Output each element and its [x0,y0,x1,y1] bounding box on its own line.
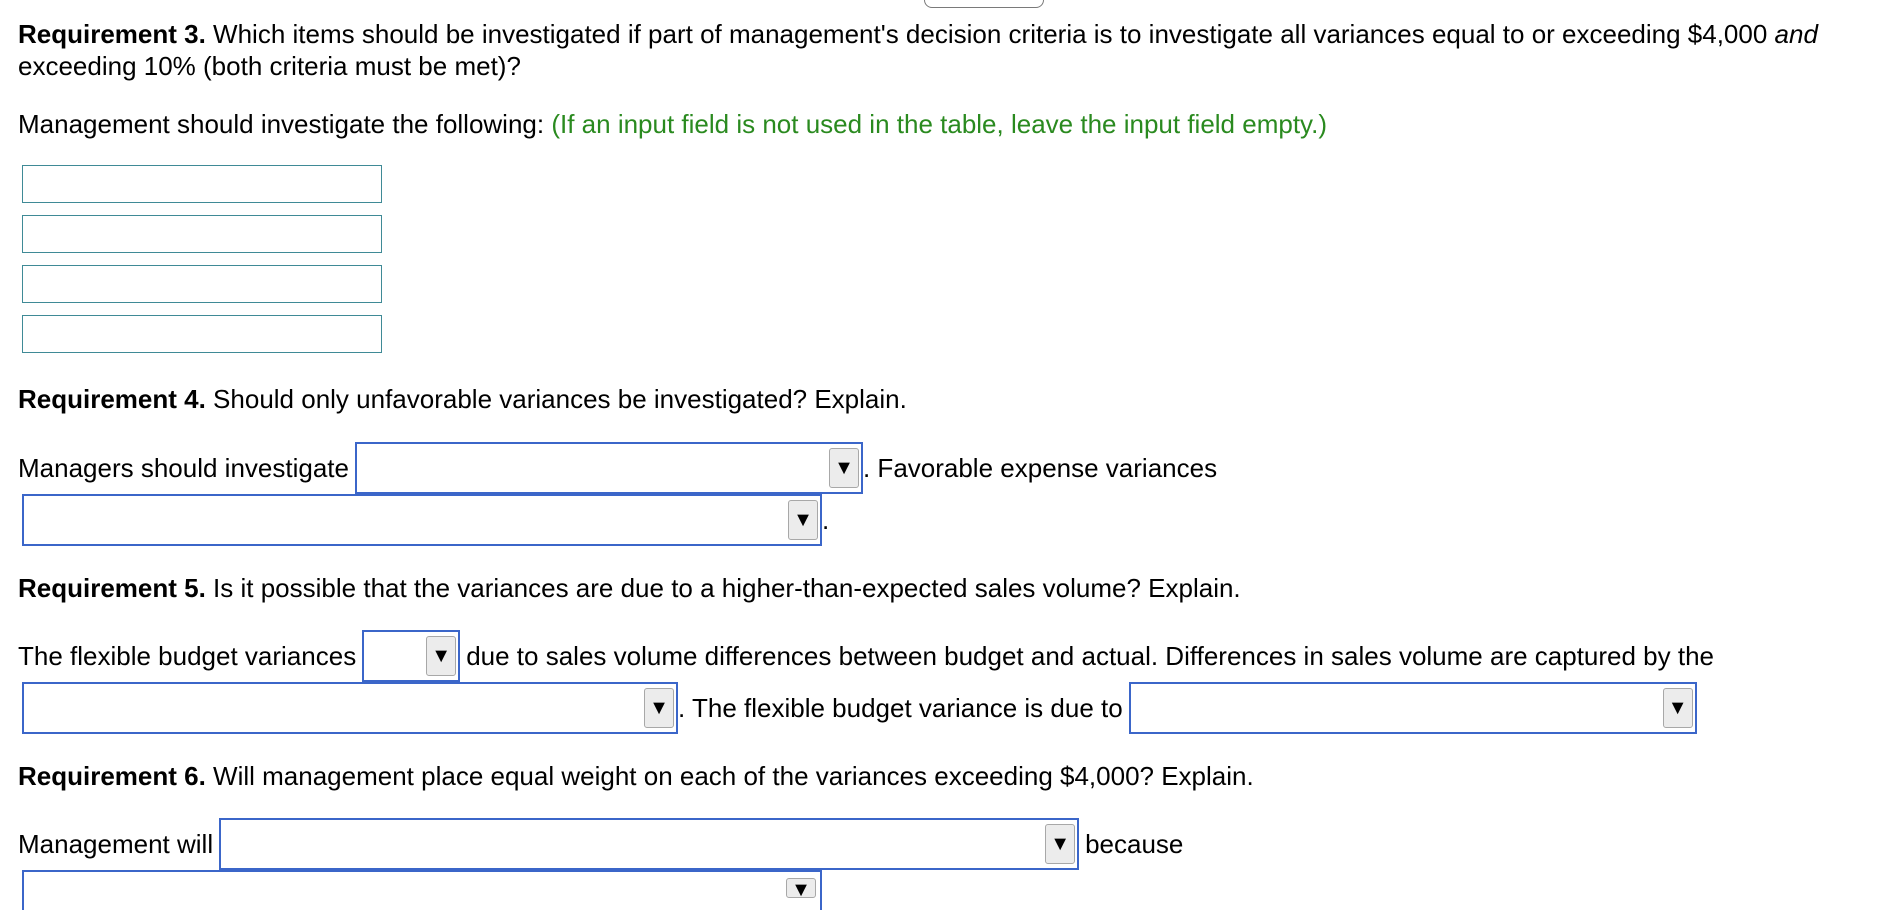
req5-question: Requirement 5. Is it possible that the variances are due to a higher-than-expected sales volume? Explain. [18,573,1241,603]
req5-answer-row1: The flexible budget variances ▼ due to sales volume differences between budget and actual. Differences in sales volume are captured by the [18,630,1714,682]
answer-input-3[interactable] [22,265,382,303]
chevron-down-icon: ▼ [644,688,674,728]
chevron-down-icon: ▼ [786,878,816,898]
answer-input-1[interactable] [22,165,382,203]
top-tab-edge [924,0,1044,8]
req5-answer-row2: ▼ . The flexible budget variance is due to ▼ [22,682,1697,734]
req3-hint: (If an input field is not used in the table, leave the input field empty.) [551,109,1327,139]
req3-question-line2: exceeding 10% (both criteria must be met)? [18,51,521,81]
req5-dropdown-1[interactable] [362,630,460,682]
req4-dropdown-1[interactable] [355,442,863,494]
req4-answer-row2: ▼ . [22,494,829,546]
req4-question: Requirement 4. Should only unfavorable variances be investigated? Explain. [18,384,907,414]
req6-question: Requirement 6. Will management place equal weight on each of the variances exceeding $4,000? Explain. [18,761,1254,791]
chevron-down-icon: ▼ [1045,824,1075,864]
req4-dropdown-2[interactable] [22,494,822,546]
req3-question-line1: Requirement 3. Which items should be investigated if part of management's decision criteria is to investigate all variances equal to or exceeding $4,000 and [18,19,1818,49]
req5-dropdown-2[interactable] [22,682,678,734]
answer-input-2[interactable] [22,215,382,253]
req5-dropdown-3[interactable] [1129,682,1697,734]
chevron-down-icon: ▼ [426,636,456,676]
req6-dropdown-2[interactable] [22,870,822,910]
chevron-down-icon: ▼ [829,448,859,488]
req3-label: Requirement 3. [18,19,206,49]
chevron-down-icon: ▼ [788,500,818,540]
req6-dropdown-1[interactable] [219,818,1079,870]
chevron-down-icon: ▼ [1663,688,1693,728]
answer-input-4[interactable] [22,315,382,353]
req4-answer-row1: Managers should investigate ▼ . Favorable expense variances [18,442,1217,494]
req3-instruction: Management should investigate the following: (If an input field is not used in the table, leave the input field empty.) [18,109,1327,139]
req6-answer-row1: Management will ▼ because [18,818,1183,870]
